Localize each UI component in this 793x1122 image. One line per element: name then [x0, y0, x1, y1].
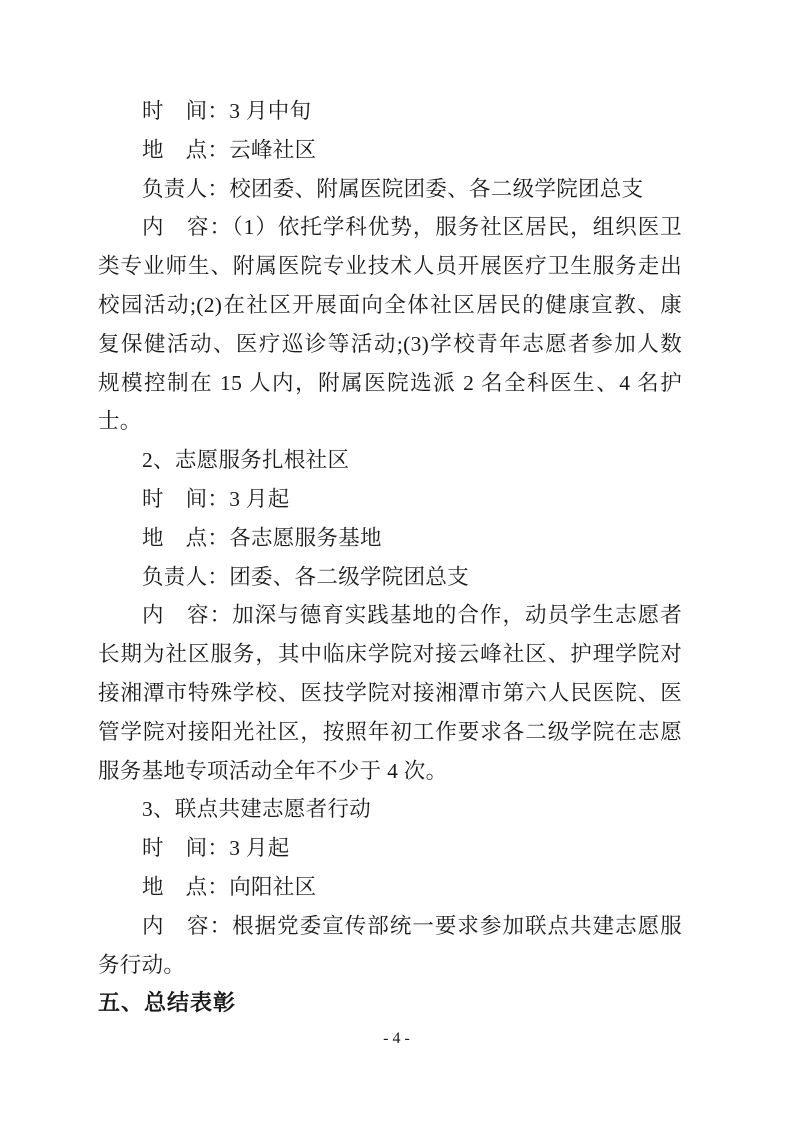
text-line: 地 点：各志愿服务基地 [142, 525, 382, 550]
text-line: 接湘潭市特殊学校、医技学院对接湘潭市第六人民医院、医 [98, 680, 682, 705]
text-line: 内 容：加深与德育实践基地的合作，动员学生志愿者 [142, 603, 682, 628]
text-line: 地 点：向阳社区 [142, 874, 317, 899]
text-line: 校园活动;(2)在社区开展面向全体社区居民的健康宣教、康 [98, 292, 682, 317]
text-line: 复保健活动、医疗巡诊等活动;(3)学校青年志愿者参加人数 [98, 331, 682, 356]
text-line: 3、联点共建志愿者行动 [142, 797, 372, 822]
text-line: 士。 [98, 409, 142, 434]
text-line: 地 点：云峰社区 [142, 137, 317, 162]
text-line: 服务基地专项活动全年不少于 4 次。 [98, 758, 448, 783]
text-line: 务行动。 [98, 952, 186, 977]
text-line: 时 间：3 月起 [142, 836, 290, 861]
section-heading: 五、总结表彰 [98, 990, 237, 1016]
text-line: 内 容：根据党委宣传部统一要求参加联点共建志愿服 [142, 913, 682, 938]
text-line: 规模控制在 15 人内，附属医院选派 2 名全科医生、4 名护 [98, 370, 682, 395]
text-line: 负责人：校团委、附属医院团委、各二级学院团总支 [142, 176, 644, 201]
text-line: 长期为社区服务，其中临床学院对接云峰社区、护理学院对 [98, 642, 682, 667]
text-line: 时 间：3 月中旬 [142, 99, 312, 123]
document-body [98, 92, 682, 1023]
text-line: 负责人：团委、各二级学院团总支 [142, 564, 470, 589]
text-line: 管学院对接阳光社区，按照年初工作要求各二级学院在志愿 [98, 719, 682, 744]
page-number: - 4 - [383, 1030, 410, 1047]
text-line: 类专业师生、附属医院专业技术人员开展医疗卫生服务走出 [98, 254, 682, 279]
text-line: 时 间：3 月起 [142, 486, 290, 511]
text-line: 2、志愿服务扎根社区 [142, 448, 350, 473]
text-line: 内 容：（1）依托学科优势，服务社区居民，组织医卫 [142, 215, 682, 240]
